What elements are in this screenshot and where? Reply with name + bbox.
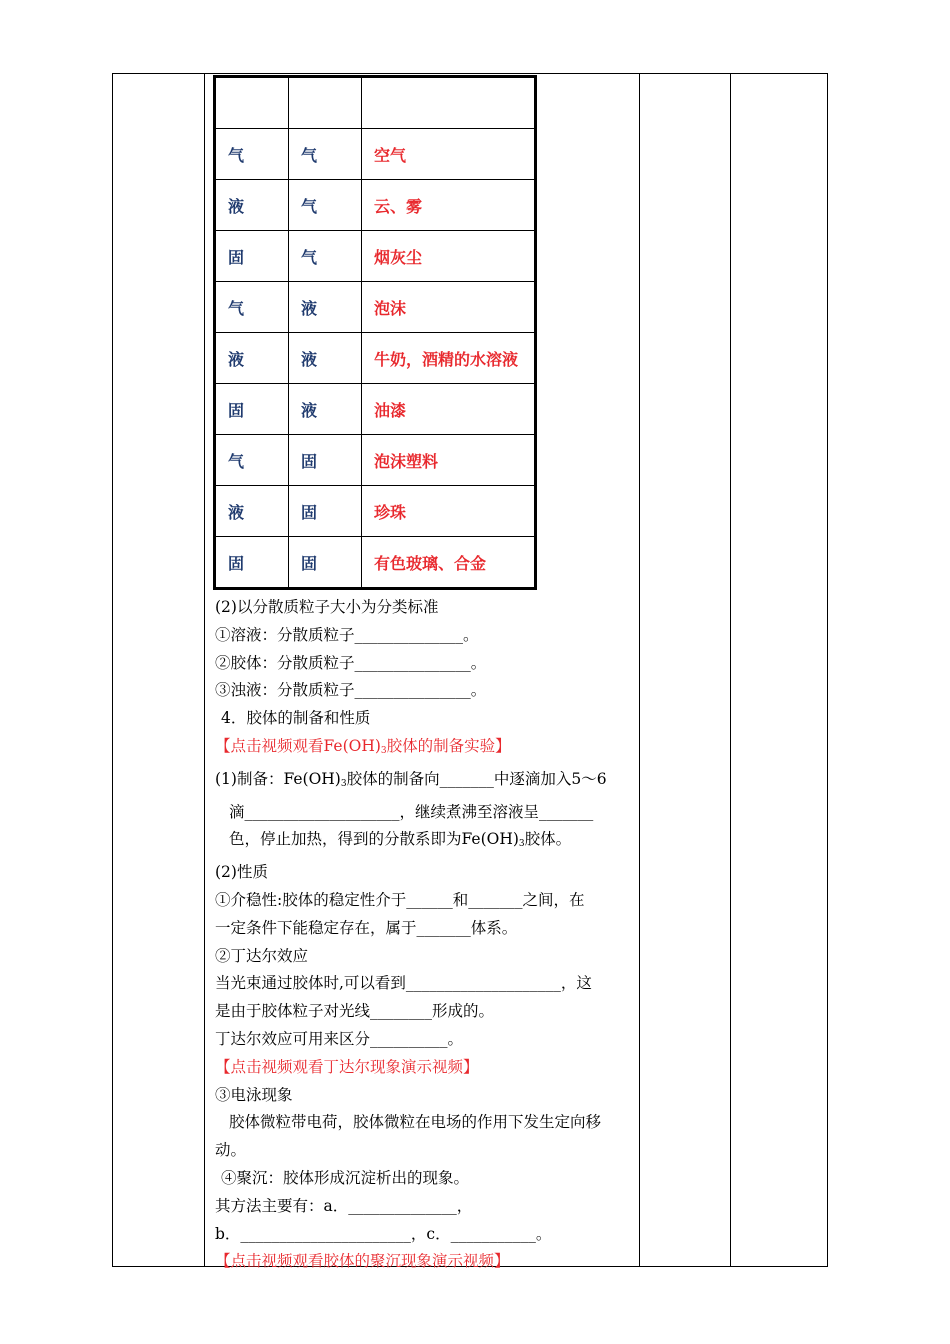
text-line: ④聚沉：胶体形成沉淀析出的现象。 — [221, 1168, 470, 1187]
text-line: b．______________________，c．___________。 — [215, 1224, 552, 1243]
text-line: 动。 — [215, 1141, 247, 1160]
text-line: ③浊液：分散质粒子_______________。 — [215, 681, 487, 700]
table-row — [215, 384, 536, 435]
example-cell: 泡沫 — [362, 282, 536, 333]
video-link-coagulation[interactable]: 【点击视频观看胶体的聚沉现象演示视频】 — [215, 1252, 510, 1271]
text-span: 胶体。 — [524, 830, 572, 849]
video-link-colloid-preparation[interactable] — [215, 733, 633, 766]
dispersed-phase-cell: 液 — [215, 180, 289, 231]
video-link-tyndall[interactable]: 【点击视频观看丁达尔现象演示视频】 — [215, 1057, 479, 1076]
dispersion-medium-cell: 液 — [289, 384, 362, 435]
dispersed-phase-cell: 气 — [215, 129, 289, 180]
link-text: 胶体的制备实验】 — [386, 736, 511, 755]
example-cell — [362, 77, 536, 129]
table-row — [215, 129, 536, 180]
text-line: 胶体微粒带电荷，胶体微粒在电场的作用下发生定向移 — [229, 1113, 602, 1132]
table-row — [215, 435, 536, 486]
text-line: (2)以分散质粒子大小为分类标准 — [215, 598, 439, 616]
example-cell: 空气 — [362, 129, 536, 180]
column-divider — [639, 74, 640, 1266]
dispersion-medium-cell: 气 — [289, 180, 362, 231]
text-line: ①溶液：分散质粒子______________。 — [215, 625, 479, 644]
dispersed-phase-cell: 固 — [215, 231, 289, 282]
text-span: 胶体的制备向_______中逐滴加入5～6 — [346, 769, 607, 788]
dispersed-phase-cell: 液 — [215, 486, 289, 537]
column-divider — [204, 74, 205, 1266]
example-cell: 云、雾 — [362, 180, 536, 231]
text-line: ①介稳性:胶体的稳定性介于______和_______之间，在 — [215, 890, 585, 909]
text-line: ②胶体：分散质粒子_______________。 — [215, 653, 487, 672]
text-line: 一定条件下能稳定存在，属于_______体系。 — [215, 918, 518, 937]
dispersed-phase-cell: 固 — [215, 384, 289, 435]
text-line — [215, 826, 633, 859]
text-line: 滴____________________，继续煮沸至溶液呈_______ — [229, 802, 594, 821]
dispersion-medium-cell: 液 — [289, 282, 362, 333]
table-row — [215, 486, 536, 537]
dispersion-medium-cell: 固 — [289, 486, 362, 537]
dispersion-medium-cell — [289, 77, 362, 129]
text-span: (1)制备：Fe(OH) — [215, 769, 341, 788]
text-line: ②丁达尔效应 — [215, 946, 309, 965]
example-cell: 油漆 — [362, 384, 536, 435]
link-text: 【点击视频观看Fe(OH) — [215, 736, 381, 755]
text-span: 色，停止加热，得到的分散系即为Fe(OH) — [229, 830, 519, 849]
text-line: (2)性质 — [215, 863, 268, 882]
example-cell: 牛奶，酒精的水溶液 — [362, 333, 536, 384]
example-cell: 泡沫塑料 — [362, 435, 536, 486]
text-line: ③电泳现象 — [215, 1085, 293, 1104]
dispersion-medium-cell: 液 — [289, 333, 362, 384]
table-row — [215, 282, 536, 333]
dispersion-medium-cell: 气 — [289, 129, 362, 180]
table-row — [215, 537, 536, 589]
section-heading: 4．胶体的制备和性质 — [221, 709, 371, 728]
subscript: 3 — [340, 778, 347, 789]
lesson-content — [215, 594, 633, 1276]
example-cell: 珍珠 — [362, 486, 536, 537]
example-cell: 有色玻璃、合金 — [362, 537, 536, 589]
dispersion-medium-cell: 固 — [289, 435, 362, 486]
text-line: 丁达尔效应可用来区分__________。 — [215, 1029, 464, 1048]
dispersed-phase-cell: 气 — [215, 282, 289, 333]
dispersion-medium-cell: 气 — [289, 231, 362, 282]
example-cell: 烟灰尘 — [362, 231, 536, 282]
dispersed-phase-cell: 气 — [215, 435, 289, 486]
text-line: 其方法主要有：a．______________， — [215, 1196, 473, 1215]
dispersed-phase-cell: 液 — [215, 333, 289, 384]
table-row — [215, 77, 536, 129]
text-line: 是由于胶体粒子对光线________形成的。 — [215, 1002, 495, 1021]
dispersed-phase-cell — [215, 77, 289, 129]
table-row — [215, 180, 536, 231]
table-row — [215, 333, 536, 384]
text-line: 当光束通过胶体时,可以看到____________________，这 — [215, 974, 592, 993]
text-line — [215, 766, 633, 799]
dispersion-system-table — [213, 75, 537, 590]
column-divider — [730, 74, 731, 1266]
table-row — [215, 231, 536, 282]
dispersed-phase-cell: 固 — [215, 537, 289, 589]
subscript: 3 — [518, 839, 525, 850]
subscript: 3 — [380, 745, 387, 756]
dispersion-medium-cell: 固 — [289, 537, 362, 589]
